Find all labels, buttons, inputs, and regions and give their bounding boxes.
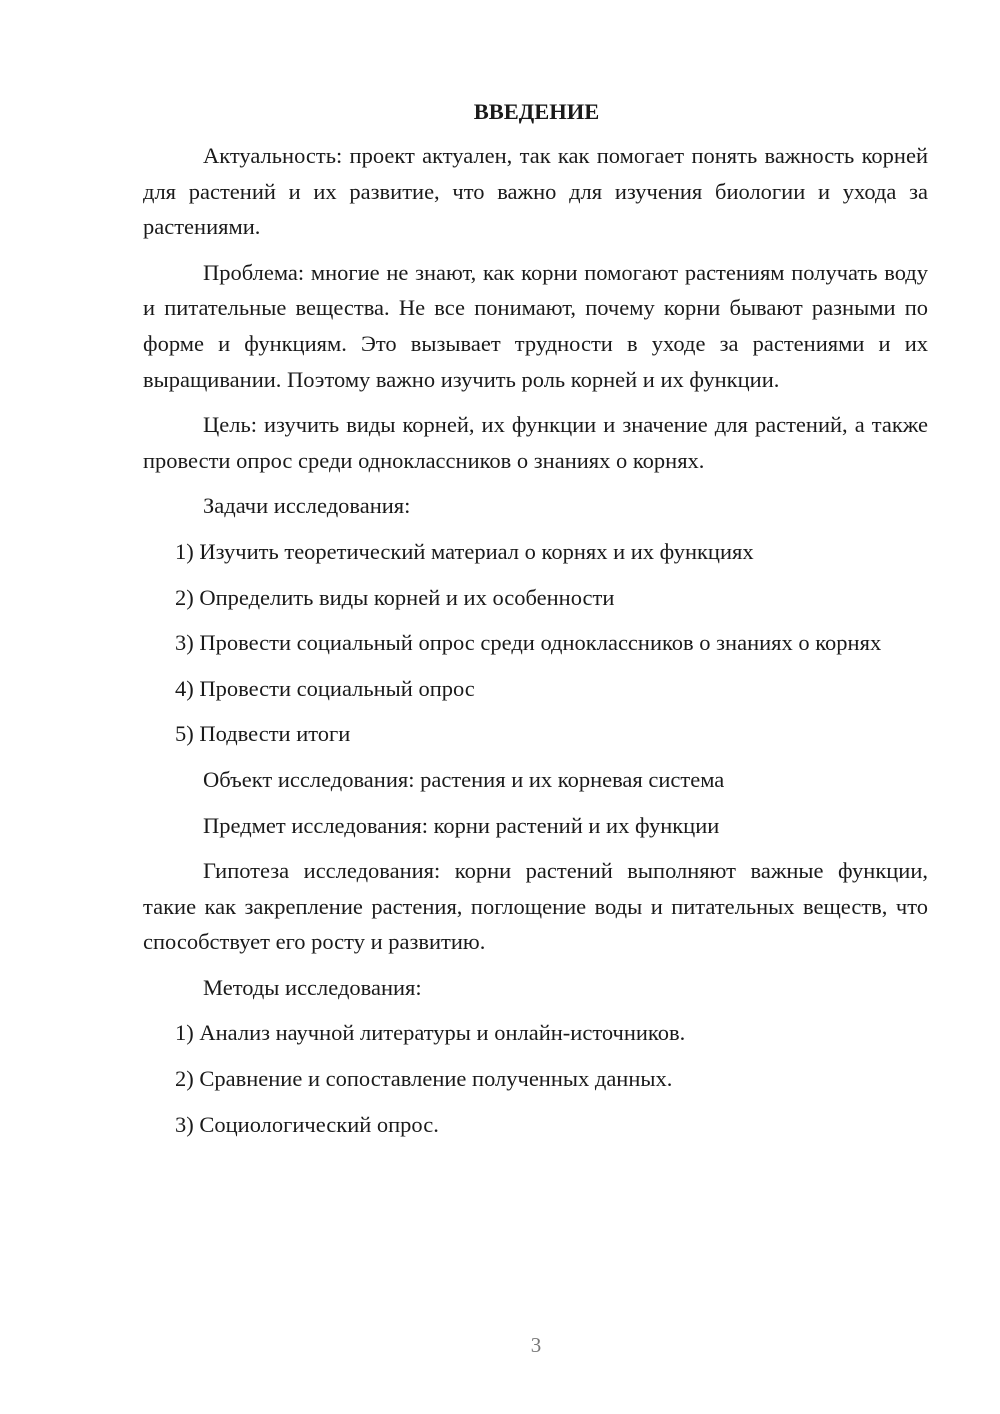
- page-number: 3: [530, 1333, 542, 1357]
- method-item-3: 3) Социологический опрос.: [175, 1111, 439, 1137]
- task-item-3: 3) Провести социальный опрос среди одноклассников о знаниях о корнях: [175, 630, 882, 656]
- method-item-2: 2) Сравнение и сопоставление полученных данных.: [175, 1066, 673, 1092]
- problem-paragraph: Проблема: многие не знают, как корни помогают растениям получать воду и питательные вещества. Не все понимают, почему корни бывают разными по форме и функциям. Это вызывает трудности в уходе за растениями и их выращивании. Поэтому важно изучить роль корней и их функции.: [143, 259, 928, 392]
- tasks-heading: Задачи исследования:: [203, 493, 411, 519]
- methods-heading: Методы исследования:: [203, 974, 422, 1000]
- goal-paragraph: Цель: изучить виды корней, их функции и значение для растений, а также провести опрос среди одноклассников о знаниях о корнях.: [143, 412, 928, 473]
- task-item-5: 5) Подвести итоги: [175, 721, 351, 747]
- task-item-1: 1) Изучить теоретический материал о корнях и их функциях: [175, 538, 754, 564]
- task-item-2: 2) Определить виды корней и их особенности: [175, 584, 615, 610]
- method-item-1: 1) Анализ научной литературы и онлайн-источников.: [175, 1020, 686, 1046]
- hypothesis-paragraph: Гипотеза исследования: корни растений выполняют важные функции, такие как закрепление растения, поглощение воды и питательных веществ, что способствует его росту и развитию.: [143, 858, 928, 955]
- task-item-4: 4) Провести социальный опрос: [175, 675, 475, 701]
- section-title: ВВЕДЕНИЕ: [473, 99, 600, 124]
- research-subject: Предмет исследования: корни растений и их функции: [203, 812, 720, 838]
- page-content: [143, 95, 928, 1152]
- relevance-paragraph: Актуальность: проект актуален, так как помогает понять важность корней для растений и их развитие, что важно для изучения биологии и ухода за растениями.: [143, 143, 928, 240]
- research-object: Объект исследования: растения и их корневая система: [203, 766, 725, 792]
